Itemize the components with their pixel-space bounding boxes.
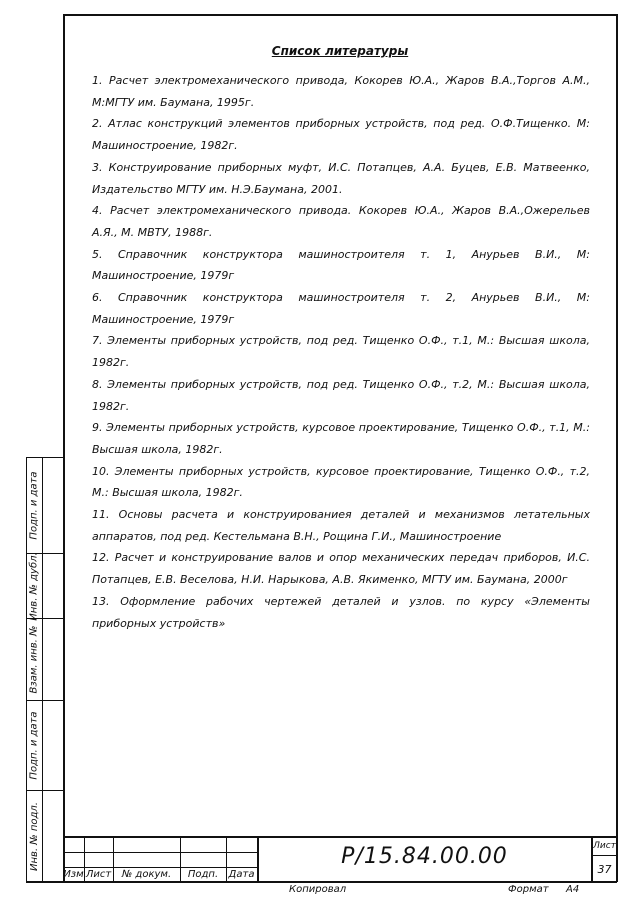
reference-item: 11. Основы расчета и конструированиея деталей и механизмов летательных аппаратов, под ред. Кестельмана В.Н., Рощина Г.И., Машиностроение [92, 508, 590, 543]
reference-item: 4. Расчет электромеханического привода. Кокорев Ю.А., Жаров В.А.,Ожерельев А.Я., М. МВТУ, 1988г. [92, 204, 590, 239]
reference-item: 7. Элементы приборных устройств, под ред. Тищенко О.Ф., т.1, М.: Высшая школа, 1982г. [92, 334, 590, 370]
titleblock-sheet-row [591, 855, 617, 856]
titleblock-row-2 [63, 867, 257, 868]
page-title: Список литературы [271, 44, 409, 58]
reference-item: 2. Атлас конструкций элементов приборных устройств, под ред. О.Ф.Тищенко. М: Машиностроение, 1982г. [92, 117, 590, 153]
col-label-data: Дата [228, 869, 255, 880]
col-label-izm: Изм [63, 869, 84, 880]
col-label-podp: Подп. [187, 869, 219, 880]
copied-label: Копировал [289, 884, 347, 895]
reference-item: 6. Справочник конструктора машиностроителя т. 2, Анурьев В.И., М: Машиностроение, 1979г [92, 291, 590, 326]
reference-item: 9. Элементы приборных устройств, курсовое проектирование, Тищенко О.Ф., т.1, М.: Высшая школа, 1982г. [92, 421, 590, 456]
reference-list [92, 70, 590, 634]
reference-item: 5. Справочник конструктора машиностроителя т. 1, Анурьев В.И., М: Машиностроение, 1979г [92, 247, 590, 283]
document-code: Р/15.84.00.00 [341, 844, 508, 869]
sheet-label: Лист [593, 841, 616, 851]
side-label-podp-data-top: Подп. и дата [28, 471, 40, 540]
titleblock-top-line [63, 836, 617, 838]
side-label-vzam-inv: Взам. инв. № [28, 625, 40, 694]
col-label-docum: № докум. [121, 869, 172, 880]
reference-item: 13. Оформление рабочих чертежей деталей и узлов. по курсу «Элементы приборных устройств» [92, 594, 590, 630]
side-label-inv-podl: Инв. № подл. [28, 801, 40, 871]
frame-top [63, 14, 617, 16]
frame-bottom [26, 881, 617, 883]
reference-item: 1. Расчет электромеханического привода, Кокорев Ю.А., Жаров В.А.,Торгов А.М., М:МГТУ им. Баумана, 1995г. [92, 74, 590, 109]
reference-item: 8. Элементы приборных устройств, под ред. Тищенко О.Ф., т.2, М.: Высшая школа, 1982г. [92, 377, 590, 413]
side-col-mid-line [42, 457, 43, 882]
format-label: Формат [508, 884, 549, 895]
titleblock-row-1 [63, 852, 257, 853]
side-label-podp-data-bottom: Подп. и дата [28, 711, 40, 780]
sheet-number: 37 [597, 863, 612, 876]
format-value: А4 [566, 884, 580, 895]
col-label-list: Лист [85, 869, 112, 880]
side-label-inv-dubl: Инв. № дубл. [28, 551, 40, 621]
reference-item: 10. Элементы приборных устройств, курсовое проектирование, Тищенко О.Ф., т.2, М.: Высшая школа, 1982г. [92, 464, 590, 500]
reference-item: 12. Расчет и конструирование валов и опор механических передач приборов, И.С. Потапцев, Е.В. Веселова, Н.И. Нарыкова, А.В. Якименко, МГТУ им. Баумана, 2000г [92, 551, 590, 587]
reference-item: 3. Конструирование приборных муфт, И.С. Потапцев, А.А. Буцев, Е.В. Матвеенко, Издательство МГТУ им. Н.Э.Баумана, 2001. [92, 160, 590, 196]
frame-right [616, 14, 618, 882]
frame-left [63, 14, 65, 882]
